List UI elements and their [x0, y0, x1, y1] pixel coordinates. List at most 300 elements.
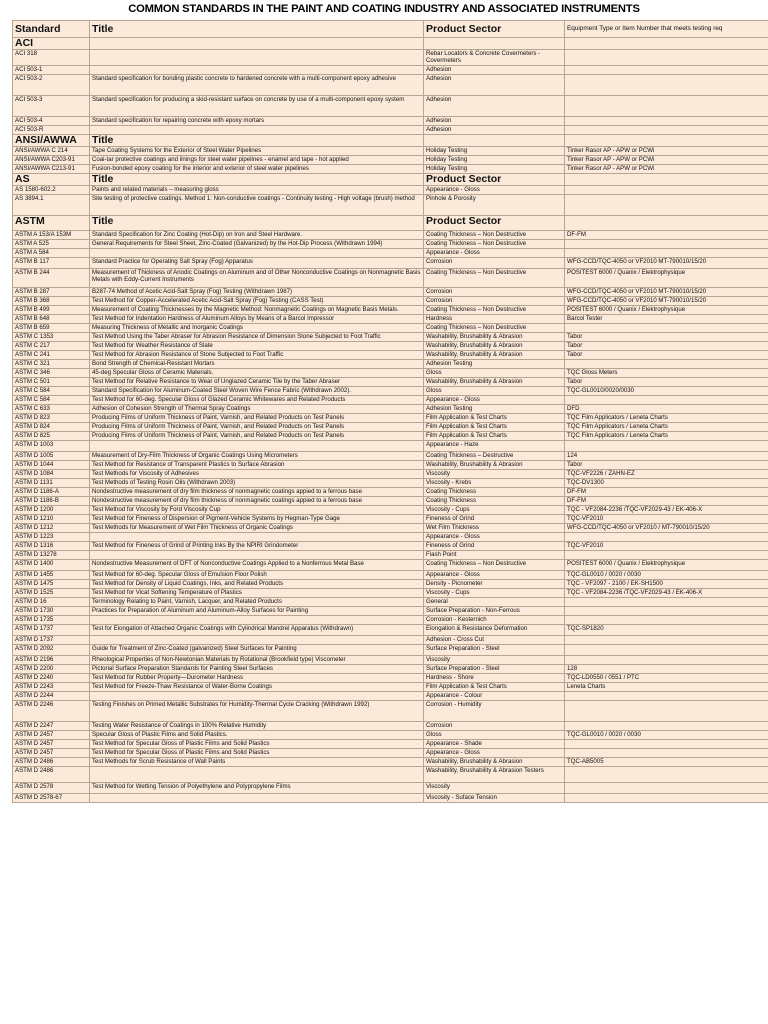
product-sector-cell: Adhesion [424, 96, 565, 117]
product-sector-cell: Adhesion Testing [424, 405, 565, 414]
title-cell: Test Method for Abrasion Resistance of Stone Subjected to Foot Traffic [90, 351, 424, 360]
title-cell: Test Method for Specular Gloss of Plastic Films and Solid Plastics [90, 749, 424, 758]
product-sector-cell: Film Application & Test Charts [424, 432, 565, 441]
title-cell [90, 66, 424, 75]
table-row [13, 414, 768, 423]
product-sector-cell: Appearance - Gloss [424, 249, 565, 258]
table-row [13, 306, 768, 315]
table-row [13, 731, 768, 740]
product-sector-cell: Corrosion - Humidity [424, 701, 565, 722]
standard-cell: ASTM D 2240 [13, 674, 90, 683]
standard-cell: ASTM D 1455 [13, 571, 90, 580]
standard-cell: ASTM B 648 [13, 315, 90, 324]
standard-cell: ACI 503-2 [13, 75, 90, 96]
standard-cell: ASTM D 1525 [13, 589, 90, 598]
title-cell: Guide for Treatment of Zinc-Coated (galvanized) Steel Surfaces for Painting [90, 645, 424, 656]
table-row [13, 533, 768, 542]
table-row [13, 665, 768, 674]
standard-cell: ANSI/AWWA [13, 135, 90, 147]
table-row [13, 479, 768, 488]
title-cell: Test Method for Wetting Tension of Polyethylene and Polypropylene Films [90, 783, 424, 794]
product-sector-cell: Holiday Testing [424, 147, 565, 156]
equipment-cell [565, 767, 768, 783]
product-sector-cell: Appearance - Gloss [424, 571, 565, 580]
equipment-cell: Leneta Charts [565, 683, 768, 692]
standard-cell: ACI 503-4 [13, 117, 90, 126]
table-row [13, 66, 768, 75]
standard-cell: ASTM D 1730 [13, 607, 90, 616]
table-row [13, 258, 768, 269]
equipment-cell: TQC-VF2010 [565, 515, 768, 524]
standard-cell: ASTM C 241 [13, 351, 90, 360]
standard-cell: ANSI/AWWA C 214 [13, 147, 90, 156]
title-cell: Testing Water Resistance of Coatings in 100% Relative Humidity [90, 722, 424, 731]
title-cell: Testing Finishes on Primed Metallic Substrates for Humidity-Thermal Cycle Cracking (Withdrawn 1992) [90, 701, 424, 722]
product-sector-cell: Coating Thickness – Non Destructive [424, 560, 565, 571]
product-sector-cell: Coating Thickness [424, 497, 565, 506]
group-header-row [13, 135, 768, 147]
table-row [13, 488, 768, 497]
product-sector-cell: Adhesion - Cross Cut [424, 636, 565, 645]
product-sector-cell: Adhesion [424, 126, 565, 135]
equipment-cell: DF-FM [565, 488, 768, 497]
product-sector-cell: Appearance - Gloss [424, 186, 565, 195]
product-sector-cell: Fineness of Grind [424, 542, 565, 551]
equipment-cell: Tinker Rasor AP - APW or PCWi [565, 147, 768, 156]
title-cell: Fusion-bonded epoxy coating for the interior and exterior of steel water pipelines [90, 165, 424, 174]
equipment-cell [565, 783, 768, 794]
product-sector-cell [424, 135, 565, 147]
product-sector-cell: Fineness of Grind [424, 515, 565, 524]
product-sector-cell: Flash Point [424, 551, 565, 560]
equipment-cell: Tabor [565, 333, 768, 342]
standard-cell: ASTM D 1735 [13, 616, 90, 625]
title-cell [90, 38, 424, 50]
equipment-cell: POSITEST 6000 / Quanix / Elektrophysique [565, 560, 768, 571]
standard-cell: ASTM D 1084 [13, 470, 90, 479]
table-row [13, 423, 768, 432]
equipment-cell: WFG-CCD/TQC-4050 or VF2010 / MT-790010/15/20 [565, 524, 768, 533]
equipment-cell: WFG-CCD/TQC-4050 or VF2010 MT-790010/15/20 [565, 297, 768, 306]
standard-cell: AS 1580-602.2 [13, 186, 90, 195]
table-row [13, 297, 768, 306]
standard-cell: AS 3894.1 [13, 195, 90, 216]
standard-cell: ASTM D 823 [13, 414, 90, 423]
table-row [13, 461, 768, 470]
title-cell: Standard Practice for Operating Salt Spray (Fog) Apparatus [90, 258, 424, 269]
product-sector-cell: Product Sector [424, 216, 565, 231]
table-row [13, 515, 768, 524]
title-cell [90, 794, 424, 803]
standard-cell: ASTM D 1737 [13, 636, 90, 645]
product-sector-cell: Viscosity [424, 656, 565, 665]
standard-cell: ASTM D 1737 [13, 625, 90, 636]
title-cell: Pictorial Surface Preparation Standards for Painting Steel Surfaces [90, 665, 424, 674]
standard-cell: ASTM D 2196 [13, 656, 90, 665]
standard-cell: ANSI/AWWA C203-91 [13, 156, 90, 165]
product-sector-cell: Film Application & Test Charts [424, 423, 565, 432]
product-sector-cell: Adhesion [424, 66, 565, 75]
equipment-cell [565, 722, 768, 731]
equipment-cell [565, 174, 768, 186]
product-sector-cell: Viscosity - Cups [424, 589, 565, 598]
table-row [13, 497, 768, 506]
product-sector-cell: Coating Thickness – Non Destructive [424, 231, 565, 240]
title-cell [90, 126, 424, 135]
title-cell: Test Method for 60-deg. Specular Gloss of Glazed Ceramic Whitewares and Related Products [90, 396, 424, 405]
title-cell [90, 636, 424, 645]
title-cell: Adhesion of Cohesion Strength of Thermal Spray Coatings [90, 405, 424, 414]
equipment-cell: TQC - VF2097 - 2100 / EK-SH1500 [565, 580, 768, 589]
table-row [13, 656, 768, 665]
table-row [13, 147, 768, 156]
title-cell: Test Methods for Measurement of Wet Film Thickness of Organic Coatings [90, 524, 424, 533]
product-sector-cell: Holiday Testing [424, 156, 565, 165]
equipment-cell: TQC-GL0010/0020/0030 [565, 387, 768, 396]
table-row [13, 542, 768, 551]
product-sector-cell: Corrosion [424, 297, 565, 306]
equipment-cell [565, 701, 768, 722]
title-cell: Specular Gloss of Plastic Films and Solid Plastics. [90, 731, 424, 740]
product-sector-cell: Viscosity - Suface Tension [424, 794, 565, 803]
title-cell: Test Method for 60-deg. Specular Gloss of Emulsion Floor Polish [90, 571, 424, 580]
product-sector-cell: Adhesion [424, 75, 565, 96]
product-sector-cell: Appearance - Gloss [424, 396, 565, 405]
standard-cell: ASTM C 321 [13, 360, 90, 369]
standard-cell: ASTM D 2243 [13, 683, 90, 692]
product-sector-cell: Viscosity - Cups [424, 506, 565, 515]
equipment-cell [565, 598, 768, 607]
table-row [13, 441, 768, 452]
table-body [13, 21, 768, 803]
equipment-cell: TQC Film Applicators / Leneta Charts [565, 423, 768, 432]
title-cell: Coal-tar protective coatings and linings for steel water pipelines - enamel and tape - hot applied [90, 156, 424, 165]
equipment-cell [565, 135, 768, 147]
title-cell: Title [90, 135, 424, 147]
standard-cell: ASTM D 1316 [13, 542, 90, 551]
equipment-cell [565, 117, 768, 126]
standard-cell: ASTM D 1131 [13, 479, 90, 488]
standard-cell: ASTM D 1400 [13, 560, 90, 571]
product-sector-cell: Coating Thickness – Non Destructive [424, 269, 565, 288]
table-row [13, 360, 768, 369]
standard-cell: ASTM D 1003 [13, 441, 90, 452]
table-row [13, 560, 768, 571]
title-cell: Test Method for Weather Resistance of Slate [90, 342, 424, 351]
title-cell: Terminology Relating to Paint, Varnish, Lacquer, and Related Products [90, 598, 424, 607]
product-sector-cell: Appearance - Gloss [424, 533, 565, 542]
standard-cell: ASTM A 584 [13, 249, 90, 258]
title-cell: Producing Films of Uniform Thickness of Paint, Varnish, and Related Products on Test Panels [90, 432, 424, 441]
title-cell: Test Method for Specular Gloss of Plastic Films and Solid Plastics [90, 740, 424, 749]
equipment-cell: Tinker Rasor AP - APW or PCWi [565, 165, 768, 174]
title-cell: Practices for Preparation of Aluminum and Aluminum-Alloy Surfaces for Painting [90, 607, 424, 616]
equipment-cell [565, 551, 768, 560]
table-row [13, 186, 768, 195]
table-row [13, 126, 768, 135]
equipment-cell: TQC-GL0010 / 0020 / 0030 [565, 731, 768, 740]
standard-cell: ASTM D 1223 [13, 533, 90, 542]
product-sector-cell: Corrosion [424, 722, 565, 731]
table-row [13, 524, 768, 533]
header-product-sector: Product Sector [424, 21, 565, 38]
equipment-cell [565, 636, 768, 645]
standard-cell: ASTM D 2244 [13, 692, 90, 701]
table-row [13, 396, 768, 405]
equipment-cell [565, 216, 768, 231]
standard-cell: ANSI/AWWA C213-91 [13, 165, 90, 174]
group-header-row [13, 38, 768, 50]
product-sector-cell: Washability, Brushability & Abrasion [424, 342, 565, 351]
equipment-cell [565, 240, 768, 249]
title-cell: B287-74 Method of Acetic Acid-Salt Spray (Fog) Testing (Withdrawn 1987) [90, 288, 424, 297]
product-sector-cell: Viscosity [424, 470, 565, 479]
equipment-cell: TQC Film Applicators / Leneta Charts [565, 414, 768, 423]
title-cell: Nondestructive Measurement of DFT of Nonconductive Coatings Applied to a Nonferrous Metal Base [90, 560, 424, 571]
equipment-cell [565, 249, 768, 258]
product-sector-cell: Appearance - Shade [424, 740, 565, 749]
table-row [13, 269, 768, 288]
title-cell [90, 50, 424, 66]
product-sector-cell: General [424, 598, 565, 607]
standard-cell: ASTM D 825 [13, 432, 90, 441]
product-sector-cell: Coating Thickness [424, 488, 565, 497]
title-cell: Test Method for Relative Resistance to Wear of Unglazed Ceramic Tile by the Taber Abraser [90, 378, 424, 387]
table-row [13, 342, 768, 351]
product-sector-cell: Hardness - Shore [424, 674, 565, 683]
product-sector-cell: Appearance - Gloss [424, 749, 565, 758]
equipment-cell: Tabor [565, 461, 768, 470]
equipment-cell: DFD [565, 405, 768, 414]
standard-cell: AS [13, 174, 90, 186]
table-row [13, 50, 768, 66]
standard-cell: ACI 503-R [13, 126, 90, 135]
standard-cell: ASTM B 368 [13, 297, 90, 306]
equipment-cell [565, 66, 768, 75]
product-sector-cell: Pinhole & Porosity [424, 195, 565, 216]
equipment-cell [565, 740, 768, 749]
standard-cell: ASTM D 1212 [13, 524, 90, 533]
equipment-cell: TQC-VF2010 [565, 542, 768, 551]
standard-cell: ASTM C 346 [13, 369, 90, 378]
standard-cell: ASTM D 13278 [13, 551, 90, 560]
product-sector-cell: Adhesion [424, 117, 565, 126]
equipment-cell [565, 96, 768, 117]
product-sector-cell: Wet Film Thickness [424, 524, 565, 533]
table-row [13, 683, 768, 692]
table-row [13, 767, 768, 783]
standard-cell: ASTM D 16 [13, 598, 90, 607]
standard-cell: ASTM D 1044 [13, 461, 90, 470]
title-cell: Measurement of Coating Thicknesses by the Magnetic Method: Nonmagnetic Coatings on Magnetic Basis Metals. [90, 306, 424, 315]
title-cell: Title [90, 174, 424, 186]
title-cell: 45-deg Specular Gloss of Ceramic Materials. [90, 369, 424, 378]
group-header-row [13, 216, 768, 231]
standard-cell: ASTM B 287 [13, 288, 90, 297]
equipment-cell: TQC-GL0010 / 0020 / 0030 [565, 571, 768, 580]
equipment-cell: Tabor [565, 342, 768, 351]
equipment-cell [565, 38, 768, 50]
product-sector-cell: Elongation & Resistance Deformation [424, 625, 565, 636]
table-row [13, 452, 768, 461]
table-row [13, 432, 768, 441]
title-cell: Test Methods of Testing Rosin Oils (Withdrawn 2003) [90, 479, 424, 488]
title-cell [90, 692, 424, 701]
table-row [13, 240, 768, 249]
equipment-cell [565, 645, 768, 656]
table-row [13, 249, 768, 258]
standard-cell: ASTM D 2092 [13, 645, 90, 656]
standard-cell: ASTM B 499 [13, 306, 90, 315]
table-row [13, 369, 768, 378]
standard-cell: ASTM B 659 [13, 324, 90, 333]
equipment-cell: DF-FM [565, 497, 768, 506]
equipment-cell: TQC Film Applicators / Leneta Charts [565, 432, 768, 441]
standard-cell: ASTM C 217 [13, 342, 90, 351]
standard-cell: ACI 318 [13, 50, 90, 66]
title-cell: Test Method for Rubber Property—Durometer Hardness [90, 674, 424, 683]
product-sector-cell: Appearance - Haze [424, 441, 565, 452]
table-row [13, 783, 768, 794]
table-row [13, 156, 768, 165]
title-cell: Producing Films of Uniform Thickness of Paint, Varnish, and Related Products on Test Panels [90, 423, 424, 432]
table-row [13, 405, 768, 414]
title-cell: Measurement of Dry-Film Thickness of Organic Coatings Using Micrometers [90, 452, 424, 461]
standard-cell: ASTM D 1005 [13, 452, 90, 461]
title-cell: Rheological Properties of Non-Newtonian Materials by Rotational (Brookfield type) Viscometer [90, 656, 424, 665]
title-cell: Standard Specification for Aluminum-Coated Steel Woven Wire Fence Fabric (Withdrawn 2002). [90, 387, 424, 396]
equipment-cell [565, 360, 768, 369]
standard-cell: ASTM D 1200 [13, 506, 90, 515]
equipment-cell: TQC-DV1300 [565, 479, 768, 488]
equipment-cell: Tinker Rasor AP - APW or PCWi [565, 156, 768, 165]
product-sector-cell: Corrosion [424, 288, 565, 297]
title-cell [90, 551, 424, 560]
title-cell: Tape Coating Systems for the Exterior of Steel Water Pipelines [90, 147, 424, 156]
table-row [13, 506, 768, 515]
standard-cell: ASTM D 2247 [13, 722, 90, 731]
title-cell [90, 249, 424, 258]
table-row [13, 96, 768, 117]
table-row [13, 692, 768, 701]
standard-cell: ASTM [13, 216, 90, 231]
table-row [13, 758, 768, 767]
equipment-cell: 128 [565, 665, 768, 674]
title-cell [90, 616, 424, 625]
product-sector-cell: Washability, Brushability & Abrasion [424, 351, 565, 360]
header-title: Title [90, 21, 424, 38]
table-row [13, 165, 768, 174]
title-cell: General Requirements for Steel Sheet, Zinc-Coated (Galvanized) by the Hot-Dip Process (Withdrawn 1994) [90, 240, 424, 249]
product-sector-cell: Film Application & Test Charts [424, 683, 565, 692]
title-cell: Paints and related materials – measuring gloss [90, 186, 424, 195]
table-row [13, 333, 768, 342]
standard-cell: ACI 503-1 [13, 66, 90, 75]
title-cell: Test for Elongation of Attached Organic Coatings with Cylindrical Mandrel Apparatus (Withdrawn) [90, 625, 424, 636]
table-row [13, 625, 768, 636]
table-row [13, 740, 768, 749]
table-row [13, 378, 768, 387]
equipment-cell: TQC - VF2084-2236 /TQC-VF2029-43 / EK-406-X [565, 589, 768, 598]
product-sector-cell: Washability, Brushability & Abrasion [424, 461, 565, 470]
product-sector-cell: Surface Preparation - Non-Ferrous [424, 607, 565, 616]
equipment-cell: TQC-SP1820 [565, 625, 768, 636]
equipment-cell [565, 50, 768, 66]
equipment-cell: TQC Gloss Meters [565, 369, 768, 378]
table-row [13, 117, 768, 126]
equipment-cell [565, 616, 768, 625]
title-cell: Standard specification for bonding plastic concrete to hardened concrete with a multi-component epoxy adhesive [90, 75, 424, 96]
equipment-cell [565, 749, 768, 758]
title-cell: Test Method for Copper-Accelerated Acetic Acid-Salt Spray (Fog) Testing (CASS Test) [90, 297, 424, 306]
standard-cell: ASTM B 117 [13, 258, 90, 269]
title-cell [90, 767, 424, 783]
title-cell: Nondestructive measurement of dry film thickness of nonmagnetic coatings appied to a ferrous base [90, 488, 424, 497]
product-sector-cell: Density - Picnometer [424, 580, 565, 589]
table-row [13, 387, 768, 396]
standard-cell: ASTM C 501 [13, 378, 90, 387]
title-cell: Test Method for Density of Liquid Coatings, Inks, and Related Products [90, 580, 424, 589]
product-sector-cell: Washability, Brushability & Abrasion [424, 758, 565, 767]
standard-cell: ASTM A 525 [13, 240, 90, 249]
table-row [13, 551, 768, 560]
header-equipment-type: Equipment Type or Item Number that meets testing req [565, 21, 768, 38]
title-cell: Test Method for Resistance of Transparent Plastics to Surface Abrasion [90, 461, 424, 470]
equipment-cell [565, 533, 768, 542]
title-cell: Test Methods for Scrub Resistance of Wall Paints [90, 758, 424, 767]
table-row [13, 470, 768, 479]
title-cell: Measuring Thickness of Metallic and Inorganic Coatings [90, 324, 424, 333]
table-row [13, 195, 768, 216]
equipment-cell: DF-FM [565, 231, 768, 240]
equipment-cell: TQC - VF2084-2236 /TQC-VF2029-43 / EK-406-X [565, 506, 768, 515]
product-sector-cell: Washability, Brushability & Abrasion Testers [424, 767, 565, 783]
title-cell: Site testing of protective coatings. Method 1: Non-conductive coatings - Continuity testing - High voltage (brush) method [90, 195, 424, 216]
product-sector-cell: Corrosion [424, 258, 565, 269]
header-row [13, 21, 768, 38]
table-row [13, 607, 768, 616]
equipment-cell: Barcol Tester [565, 315, 768, 324]
product-sector-cell: Hardness [424, 315, 565, 324]
title-cell: Producing Films of Uniform Thickness of Paint, Varnish, and Related Products on Test Panels [90, 414, 424, 423]
product-sector-cell: Washability, Brushability & Abrasion [424, 333, 565, 342]
table-row [13, 636, 768, 645]
table-row [13, 749, 768, 758]
equipment-cell [565, 441, 768, 452]
standard-cell: ASTM D 1475 [13, 580, 90, 589]
equipment-cell [565, 794, 768, 803]
table-row [13, 580, 768, 589]
standard-cell: ASTM D 1210 [13, 515, 90, 524]
product-sector-cell: Holiday Testing [424, 165, 565, 174]
table-row [13, 794, 768, 803]
standard-cell: ACI [13, 38, 90, 50]
table-row [13, 701, 768, 722]
equipment-cell: 124 [565, 452, 768, 461]
title-cell [90, 441, 424, 452]
standard-cell: ASTM D 2200 [13, 665, 90, 674]
equipment-cell [565, 607, 768, 616]
table-row [13, 722, 768, 731]
standard-cell: ASTM A 153/A 153M [13, 231, 90, 240]
product-sector-cell: Appearance - Colour [424, 692, 565, 701]
title-cell: Test Methods for Viscosity of Adhesives [90, 470, 424, 479]
title-cell: Standard specification for producing a skid-resistant surface on concrete by use of a multi-component epoxy system [90, 96, 424, 117]
equipment-cell [565, 195, 768, 216]
equipment-cell: TQC-LD0550 / 0551 / PTC [565, 674, 768, 683]
equipment-cell [565, 75, 768, 96]
standard-cell: ASTM D 2578 [13, 783, 90, 794]
